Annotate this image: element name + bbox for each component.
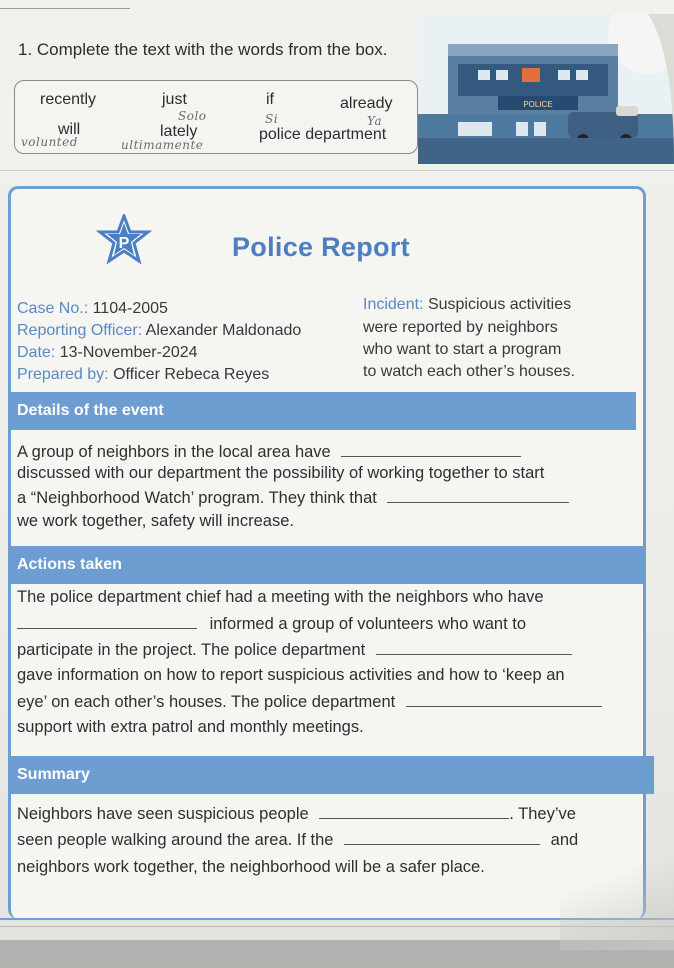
reporting-officer (17, 322, 301, 340)
answer-blank[interactable] (17, 614, 197, 629)
word-recently: recently (40, 91, 97, 108)
date-label: Date: (17, 344, 56, 361)
prepared-by (17, 366, 269, 384)
actions-line: support with extra patrol and monthly meetings. (17, 718, 364, 736)
section-heading-details: Details of the event (8, 392, 636, 430)
police-sign-text: POLICE (523, 100, 553, 109)
details-line: we work together, safety will increase. (17, 512, 294, 530)
incident-line: who want to start a program (363, 341, 562, 358)
word-lately: lately (160, 123, 198, 140)
actions-line (17, 614, 526, 634)
answer-blank[interactable] (376, 640, 572, 655)
actions-text: informed a group of volunteers who want to (209, 615, 527, 633)
report-date (17, 344, 198, 362)
incident-line (363, 296, 571, 314)
incident-text: Suspicious activities (427, 296, 572, 313)
incident-line: to watch each other’s houses. (363, 363, 575, 380)
summary-line: neighbors work together, the neighborhood will be a safer place. (17, 858, 485, 876)
word-if: if (266, 91, 274, 108)
case-number (17, 300, 168, 318)
summary-line (17, 830, 578, 850)
incident-label: Incident: (363, 296, 424, 313)
actions-line: gave information on how to report suspicious activities and how to ‘keep an (17, 666, 565, 684)
details-line (17, 442, 521, 462)
actions-text: participate in the project. The police department (17, 641, 366, 659)
date-value: 13-November-2024 (59, 344, 198, 361)
summary-text: and (550, 831, 579, 849)
details-line (17, 488, 569, 508)
details-line: discussed with our department the possibility of working together to start (17, 464, 545, 482)
answer-blank[interactable] (341, 442, 521, 457)
handwritten-note: volunted (21, 135, 78, 149)
section-heading-actions: Actions taken (8, 546, 644, 584)
top-rule (0, 8, 130, 9)
case-value: 1104-2005 (92, 300, 168, 317)
handwritten-note: Solo (178, 109, 207, 123)
prepared-label: Prepared by: (17, 366, 109, 383)
handwritten-note: ultimamente (121, 138, 204, 152)
summary-text: seen people walking around the area. If the (17, 831, 334, 849)
officer-label: Reporting Officer: (17, 322, 143, 339)
summary-text: . They’ve (509, 805, 576, 823)
word-box (14, 80, 418, 154)
prepared-value: Officer Rebeca Reyes (113, 366, 270, 383)
details-text: a “Neighborhood Watch’ program. They think that (17, 489, 377, 507)
actions-line (17, 640, 572, 660)
handwritten-note: Si (265, 112, 279, 126)
actions-text: eye’ on each other’s houses. The police department (17, 693, 396, 711)
details-text: A group of neighbors in the local area have (17, 443, 331, 461)
actions-line (17, 692, 602, 712)
answer-blank[interactable] (319, 804, 509, 819)
officer-value: Alexander Maldonado (145, 322, 302, 339)
section-heading-summary: Summary (8, 756, 654, 794)
police-badge-icon (96, 214, 152, 270)
badge-letter: P (118, 235, 130, 252)
word-already: already (340, 95, 393, 112)
answer-blank[interactable] (387, 488, 569, 503)
handwritten-note: Ya (367, 114, 383, 128)
case-label: Case No.: (17, 300, 89, 317)
incident-line: were reported by neighbors (363, 319, 558, 336)
word-just: just (162, 91, 187, 108)
word-police-department: police department (259, 126, 387, 143)
word-will: will (58, 121, 81, 138)
summary-text: Neighbors have seen suspicious people (17, 805, 309, 823)
police-station-illustration (418, 14, 674, 164)
summary-line (17, 804, 576, 824)
answer-blank[interactable] (406, 692, 602, 707)
exercise-title: 1. Complete the text with the words from the box. (18, 40, 388, 59)
answer-blank[interactable] (344, 830, 540, 845)
report-title: Police Report (232, 232, 410, 262)
page-curl (560, 850, 674, 950)
actions-line: The police department chief had a meeting with the neighbors who have (17, 588, 544, 606)
